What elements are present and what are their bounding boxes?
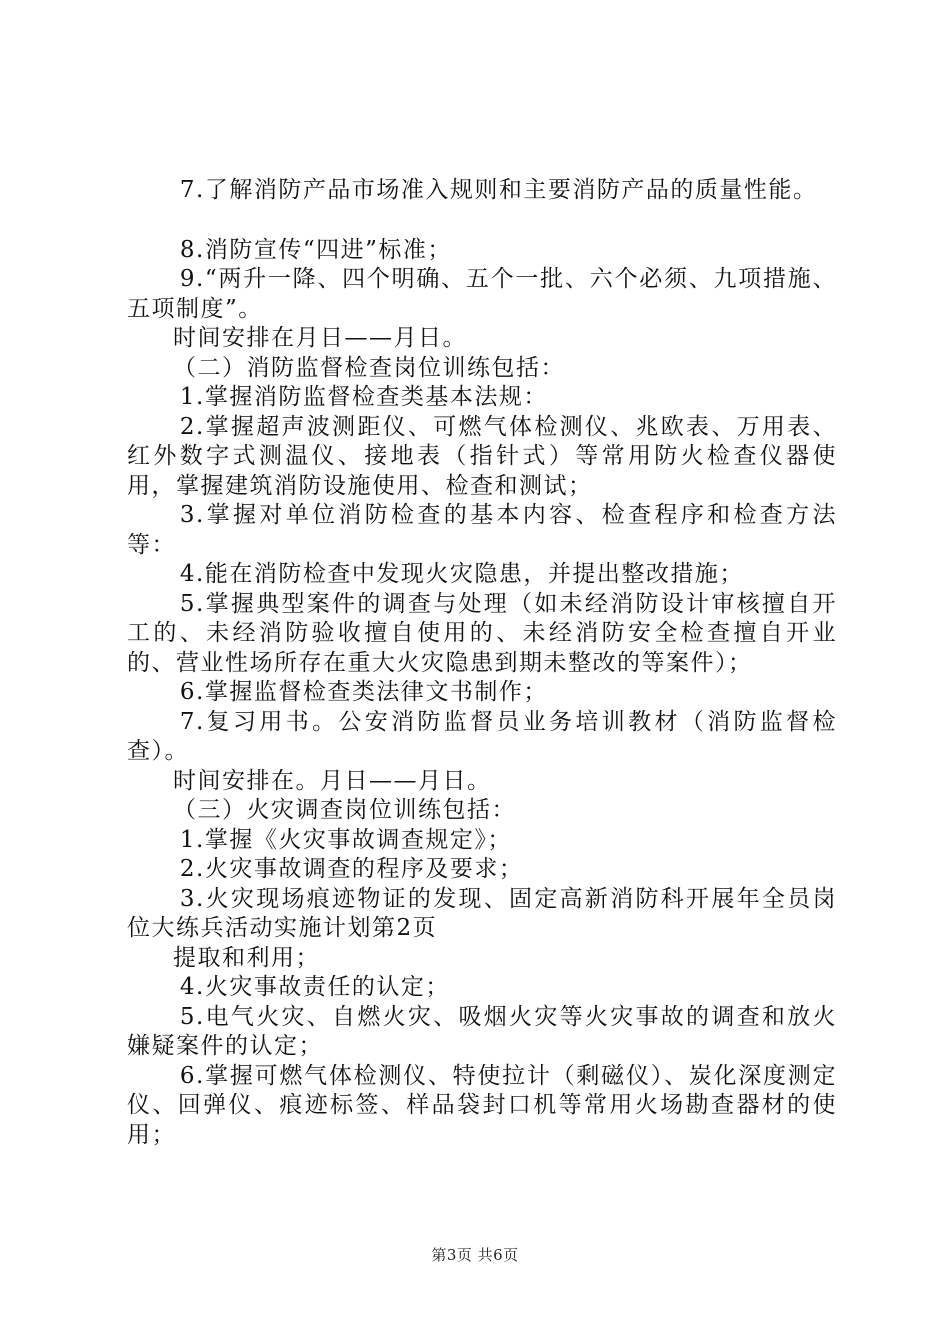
paragraph: 7.了解消防产品市场准入规则和主要消防产品的质量性能。 [179,177,818,203]
page-footer: 第3页 共6页 [431,1246,519,1264]
paragraph: 5.电气火灾、自燃火灾、吸烟火灾等火灾事故的调查和放火嫌疑案件的认定； [127,1003,837,1059]
paragraph: 2.掌握超声波测距仪、可燃气体检测仪、兆欧表、万用表、红外数字式测温仪、接地表（指针式）等常用防火检查仪器使用，掌握建筑消防设施使用、检查和测试； [127,413,837,499]
paragraph: 1.掌握《火灾事故调查规定》； [179,826,512,853]
paragraph: 3.火灾现场痕迹物证的发现、固定高新消防科开展年全员岗位大练兵活动实施计划第2页 [127,885,837,941]
paragraph: 4.火灾事故责任的认定； [179,974,450,1000]
section-heading: （二）消防监督检查岗位训练包括： [173,354,565,381]
paragraph: 时间安排在月日——月日。 [173,325,467,351]
paragraph: 提取和利用； [173,944,320,971]
paragraph: 时间安排在。月日——月日。 [173,767,492,794]
paragraph: 3.掌握对单位消防检查的基本内容、检查程序和检查方法等： [127,502,837,558]
paragraph: 2.火灾事故调查的程序及要求； [179,856,524,882]
paragraph: 6.掌握可燃气体检测仪、特使拉计（剩磁仪）、炭化深度测定仪、回弹仪、痕迹标签、样品袋封口机等常用火场勘查器材的使用； [127,1062,837,1148]
paragraph: 9.“两升一降、四个明确、五个一批、六个必须、九项措施、五项制度”。 [127,266,837,322]
paragraph: 6.掌握监督检查类法律文书制作； [179,679,548,705]
section-heading: （三）火灾调查岗位训练包括： [173,797,516,823]
paragraph: 5.掌握典型案件的调查与处理（如未经消防设计审核擅自开工的、未经消防验收擅自使用的、未经消防安全检查擅自开业的、营业性场所存在重大火灾隐患到期未整改的等案件）； [127,590,837,676]
paragraph: 8.消防宣传“四进”标准； [179,236,452,263]
paragraph: 7.复习用书。公安消防监督员业务培训教材（消防监督检查）。 [127,708,837,764]
paragraph: 1.掌握消防监督检查类基本法规： [179,384,548,410]
paragraph: 4.能在消防检查中发现火灾隐患，并提出整改措施； [179,561,744,587]
document-body [127,176,837,1150]
